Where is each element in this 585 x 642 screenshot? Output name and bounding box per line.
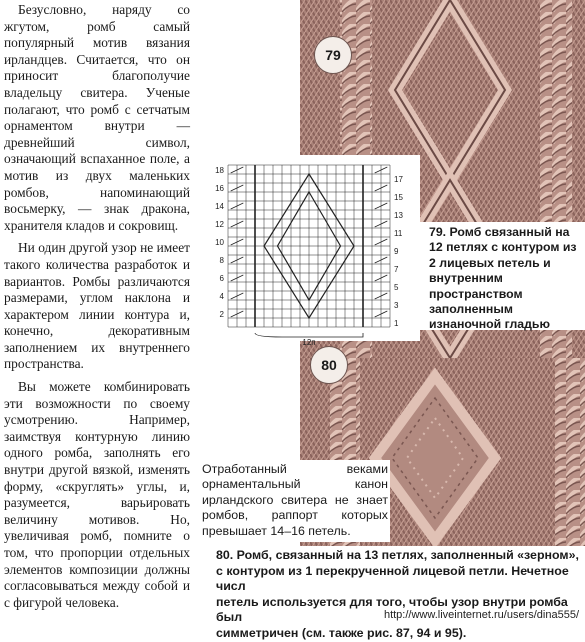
article-text: [4, 2, 190, 611]
chart-row-label-left: 14: [215, 202, 224, 211]
chart-row-label-left: 8: [219, 256, 224, 265]
chart-row-label-left: 18: [215, 166, 224, 175]
chart-repeat-bracket: [255, 333, 363, 337]
source-watermark: http://www.liveinternet.ru/users/dina555/: [383, 609, 579, 621]
chart-row-label-right: 3: [394, 301, 399, 310]
chart-row-label-right: 9: [394, 247, 399, 256]
chart-row-label-right: 17: [394, 175, 403, 184]
caption-80-line-3: петель используется для того, чтобы узор внутри ромба был: [216, 594, 568, 625]
chart-row-label-left: 2: [219, 310, 224, 319]
caption-80-line-1: 80. Ромб, связанный на 13 петлях, заполненный «зерном»,: [216, 548, 579, 562]
knitting-chart-grid: [200, 155, 420, 347]
caption-80-line-2: с контуром из 1 перекрученной лицевой петли. Нечетное числ: [216, 563, 569, 594]
side-note: Отработанный веками орнаментальный канон ирландского свитера не знает ромбов, раппорт которых превышает 14–16 петель.: [200, 460, 390, 542]
chart-row-label-right: 5: [394, 283, 399, 292]
caption-79: 79. Ромб связанный на 12 петлях с контуром из 2 лицевых петель и внутренним пространством заполненным изнаночной гладью: [420, 222, 585, 330]
chart-row-label-left: 16: [215, 184, 224, 193]
chart-row-label-left: 6: [219, 274, 224, 283]
article-paragraph-3: Вы можете комбинировать эти возможности по своему усмотрению. Например, заимствуя контурную линию одного ромба, заполнять его внутри другой вязкой, изменять форму, «скруглять» углы, и, разумеется, варьировать величину мотивов. Но, увеличивая ромб, помните о том, что пропорции отдельных элементов композиции должны согласовываться между собой и с фигурой человека.: [4, 379, 190, 610]
pattern-number-badge-79: 79: [314, 36, 352, 74]
chart-row-label-left: 4: [219, 292, 224, 301]
caption-80-line-4: симметричен (см. также рис. 87, 94 и 95).: [216, 625, 467, 640]
chart-row-label-right: 7: [394, 265, 399, 274]
chart-row-label-right: 11: [394, 229, 403, 238]
knitting-chart: [200, 155, 420, 347]
article-paragraph-1: Безусловно, наряду со жгутом, ромб самый популярный мотив вязания ирландцев. Считается, что он приносит благополучие владельцу свитера. Ученые полагают, что ромб с сетчатым орнаментом внутри — древнейший символ, означающий вспаханное поле, а мотив из двух маленьких ромбов, напоминающий восьмерку, — знак дракона, хранителя кладов и сокровищ.: [4, 2, 190, 233]
chart-row-label-left: 12: [215, 220, 224, 229]
chart-row-label-right: 1: [394, 319, 399, 328]
chart-row-label-left: 10: [215, 238, 224, 247]
chart-row-label-right: 13: [394, 211, 403, 220]
chart-row-label-right: 15: [394, 193, 403, 202]
article-paragraph-2: Ни один другой узор не имеет такого количества разработок и вариантов. Ромбы различаются размерами, углом наклона и характером линии контура и, конечно, декоративным заполнением их внутреннего пространства.: [4, 240, 190, 372]
pattern-number-badge-80: 80: [310, 346, 348, 384]
chart-repeat-label: 12п: [302, 338, 316, 347]
